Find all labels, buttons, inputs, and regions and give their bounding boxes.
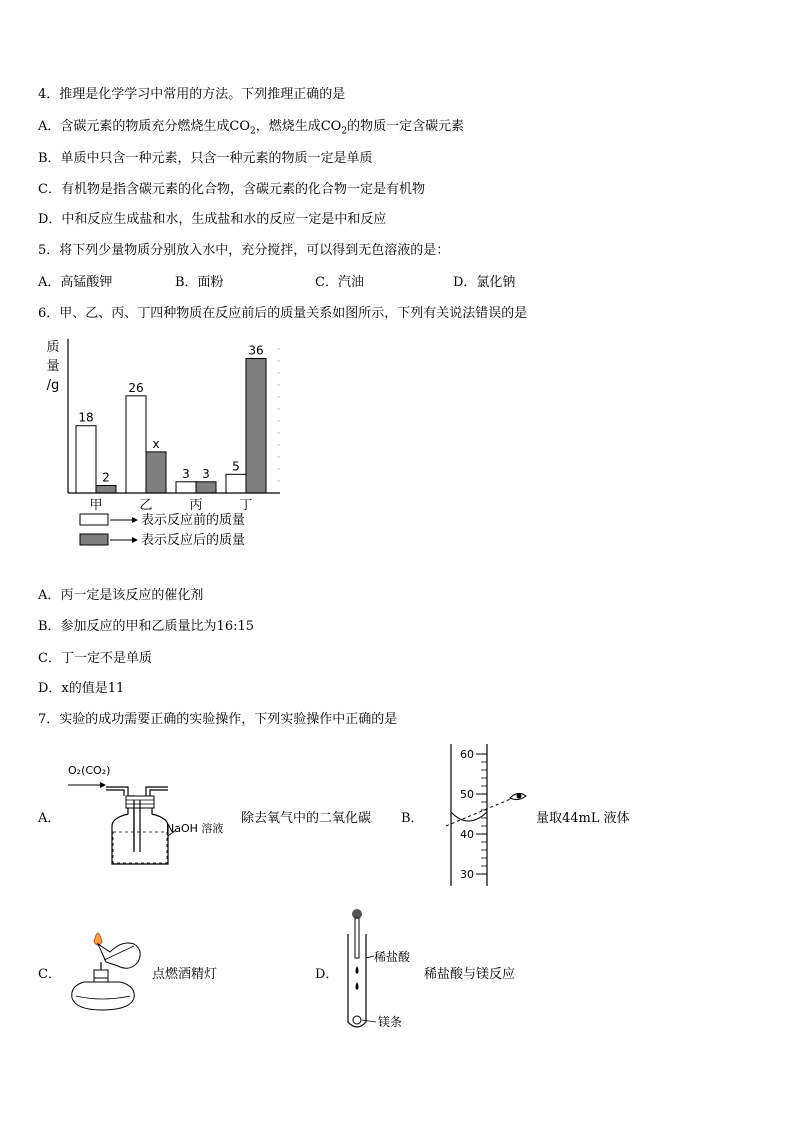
flame-icon (94, 933, 102, 945)
bar-丙-after (196, 482, 216, 493)
data-label: 36 (248, 343, 264, 358)
bar-甲-before (76, 426, 96, 493)
q4-option-c: C．有机物是指含碳元素的化合物，含碳元素的化合物一定是有机物 (38, 182, 425, 197)
subscript: 2 (250, 126, 256, 137)
y-axis-label-char: 量 (46, 359, 60, 374)
data-label: 2 (102, 470, 110, 485)
legend-swatch (80, 534, 108, 545)
pupil (517, 794, 522, 799)
bar-乙-after (146, 452, 166, 493)
q7-option-d-letter: D． (315, 967, 339, 982)
gas-washing-bottle-figure (64, 760, 240, 870)
cylinder-tick-label: 50 (460, 788, 474, 801)
subscript: 2 (341, 126, 348, 137)
mg-label: 镁条 (378, 1015, 403, 1029)
q7-stem: 7．实验的成功需要正确的实验操作，下列实验操作中正确的是 (38, 712, 398, 727)
category-label: 丁 (239, 498, 253, 513)
category-label: 丙 (189, 498, 203, 513)
legend-arrow-icon (132, 517, 138, 523)
magnesium-ribbon (353, 1016, 361, 1024)
q4-a-part1: A．含碳元素的物质充分燃烧生成CO (38, 119, 250, 134)
q5-option-b: B．面粉 (175, 275, 224, 290)
data-label: 18 (78, 410, 94, 425)
lamp-body (72, 982, 134, 1010)
arrow-head-icon (100, 782, 106, 788)
alcohol-lamp-figure (64, 922, 152, 1014)
graduated-cylinder-figure (440, 740, 540, 890)
dropper (355, 918, 359, 958)
drop-icon (356, 982, 359, 990)
q6-stem: 6．甲、乙、丙、丁四种物质在反应前后的质量关系如图所示，下列有关说法错误的是 (38, 306, 528, 321)
cylinder-tick-label: 30 (460, 868, 474, 881)
q6-option-c: C．丁一定不是单质 (38, 651, 152, 666)
q6-option-d: D．x的值是11 (38, 681, 125, 696)
q6-option-b: B．参加反应的甲和乙质量比为16:15 (38, 619, 255, 634)
bars (76, 343, 266, 513)
outlet-tube (146, 787, 168, 796)
mg-leader (362, 1020, 376, 1022)
q7-option-a-text: 除去氧气中的二氧化碳 (241, 811, 372, 826)
acid-leader (366, 956, 374, 958)
data-label: 5 (232, 459, 240, 474)
legend-swatch (80, 514, 108, 525)
q4-stem: 4．推理是化学学习中常用的方法。下列推理正确的是 (38, 87, 346, 102)
legend-entry: 表示反应后的质量 (141, 533, 246, 548)
outlet-tube-wall (150, 790, 168, 796)
legend (80, 512, 245, 548)
q5-stem: 5．将下列少量物质分别放入水中，充分搅拌，可以得到无色溶液的是： (38, 243, 450, 258)
cylinder-tick-label: 40 (460, 828, 474, 841)
category-label: 甲 (89, 498, 103, 513)
legend-entry: 表示反应前的质量 (141, 513, 246, 528)
q4-option-b: B．单质中只含一种元素，只含一种元素的物质一定是单质 (38, 151, 373, 166)
q4-option-d: D．中和反应生成盐和水，生成盐和水的反应一定是中和反应 (38, 212, 387, 227)
solution-label: NaOH 溶液 (166, 822, 224, 835)
q7-option-d-text: 稀盐酸与镁反应 (424, 967, 516, 982)
q7-option-c-text: 点燃酒精灯 (152, 967, 218, 982)
q5-option-c: C．汽油 (315, 275, 364, 290)
bar-丁-before (226, 474, 246, 493)
data-label: x (152, 436, 160, 451)
q7-option-a-letter: A． (38, 811, 61, 826)
bar-甲-after (96, 486, 116, 493)
inlet-tube-wall (106, 790, 124, 796)
q5-option-d: D．氯化钠 (453, 275, 516, 290)
bar-丁-after (246, 358, 266, 493)
y-axis-label-char: 质 (46, 340, 60, 355)
lamp-cap (94, 970, 108, 978)
q7-option-c-letter: C． (38, 967, 61, 982)
bar-丙-before (176, 482, 196, 493)
q6-option-a: A．丙一定是该反应的催化剂 (38, 588, 204, 603)
y-axis-label-char: /g (46, 378, 60, 393)
sight-line (446, 795, 520, 826)
data-label: 3 (202, 466, 210, 481)
q4-option-a (38, 115, 464, 137)
mass-bar-chart (40, 333, 290, 565)
data-label: 3 (182, 466, 190, 481)
y-axis-label (46, 340, 59, 393)
q7-option-b-text: 量取44mL 液体 (536, 811, 630, 826)
q4-a-part2: ，燃烧生成CO (255, 119, 342, 134)
test-tube-figure (340, 906, 422, 1034)
cylinder-tick-label: 60 (460, 748, 474, 761)
gas-label: O₂(CO₂) (68, 764, 111, 777)
q5-option-a: A．高锰酸钾 (38, 275, 113, 290)
legend-arrow-icon (132, 537, 138, 543)
data-label: 26 (128, 380, 144, 395)
category-label: 乙 (139, 498, 153, 513)
cylinder-ticks (460, 748, 487, 881)
drop-icon (356, 966, 359, 974)
q4-a-part3: 的物质一定含碳元素 (347, 119, 465, 134)
acid-label: 稀盐酸 (374, 950, 411, 964)
q7-option-b-letter: B． (401, 811, 424, 826)
bar-乙-before (126, 396, 146, 493)
tilted-lamp (98, 943, 140, 968)
